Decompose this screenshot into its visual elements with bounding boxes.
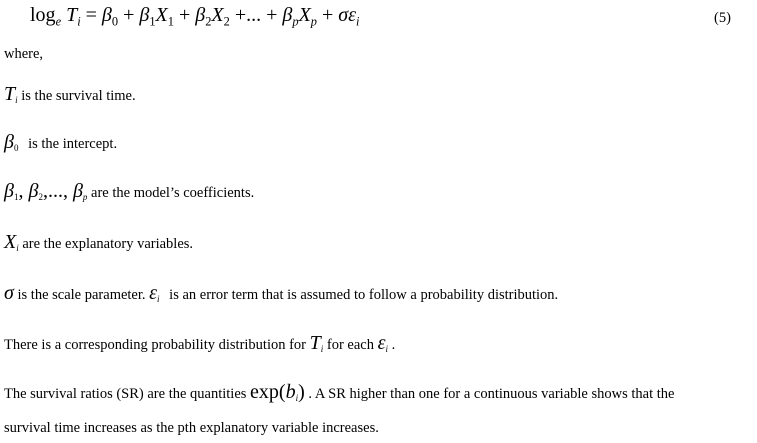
coef-beta1: β (4, 180, 14, 202)
eq-lhs-var: T (66, 4, 78, 26)
sr-close: ) (298, 381, 305, 403)
eq-betap: β (282, 4, 293, 26)
eq-x1: X (155, 4, 168, 26)
log-operator: log (30, 4, 56, 26)
t-text: is the survival time. (17, 88, 136, 104)
def-explanatory (4, 231, 193, 254)
corr-eps-symbol: ε (377, 332, 386, 354)
t-symbol: T (4, 83, 16, 105)
eq-epsilon: ε (348, 4, 357, 26)
eq-beta1: β (139, 4, 150, 26)
beta0-text: is the intercept. (24, 136, 118, 152)
survival-ratio-sentence (4, 381, 674, 404)
x-sub: i (16, 243, 19, 254)
corr-text2: for each (323, 337, 378, 353)
eps-text: is an error term that is assumed to follow a probability distribution. (165, 287, 559, 303)
eps-sub: i (157, 294, 160, 305)
log-base: e (55, 14, 62, 29)
corr-text3: . (388, 337, 396, 353)
eq-x2-sub: 2 (223, 14, 230, 29)
eq-beta1-sub: 1 (149, 14, 156, 29)
sr-b: b (285, 381, 296, 403)
def-intercept (4, 131, 117, 154)
eq-sigma: σ (338, 4, 349, 26)
coef-sep2: ,..., (42, 180, 73, 202)
eq-x1-sub: 1 (167, 14, 174, 29)
x-text: are the explanatory variables. (18, 236, 194, 252)
sr-text2: . A SR higher than one for a continuous variable shows that the (304, 386, 675, 402)
eq-beta2: β (195, 4, 206, 26)
eq-beta0: β (101, 4, 112, 26)
sr-text1: The survival ratios (SR) are the quantities (4, 386, 251, 402)
survival-ratio-line2: survival time increases as the pth explanatory variable increases. (4, 420, 379, 436)
corr-t-sub: i (320, 344, 324, 355)
eq-plus-3: + (234, 4, 247, 26)
eq-plus-5: + (322, 4, 334, 26)
coef-sep1: , (18, 180, 29, 202)
eq-plus-1: + (123, 4, 135, 26)
equation-number: (5) (714, 10, 731, 26)
beta0-symbol: β (4, 131, 14, 153)
coef-betap-sub: p (82, 192, 88, 203)
x-symbol: X (4, 231, 17, 253)
coef-beta1-sub: 1 (13, 192, 19, 203)
sr-exp: exp( (250, 381, 286, 403)
coef-beta2-sub: 2 (38, 192, 43, 203)
eq-plus-4: + (266, 4, 278, 26)
def-survival-time (4, 83, 136, 106)
beta0-sub: 0 (13, 143, 19, 154)
sr-b-sub: i (295, 393, 299, 404)
eq-equals: = (85, 4, 97, 26)
eq-xp: X (298, 4, 311, 26)
coef-beta2: β (28, 180, 39, 202)
corr-t-symbol: T (309, 332, 321, 354)
eq-xp-sub: p (310, 14, 317, 29)
corr-text1: There is a corresponding probability distribution for (4, 337, 310, 353)
sigma-text: is the scale parameter. (13, 287, 150, 303)
sigma-symbol: σ (4, 282, 14, 304)
eq-lhs-sub: i (77, 14, 81, 29)
corr-eps-sub: i (385, 344, 388, 355)
eq-beta2-sub: 2 (205, 14, 212, 29)
t-sub: i (15, 95, 18, 106)
def-coefficients (4, 180, 254, 203)
eps-symbol: ε (149, 282, 158, 304)
def-scale-error (4, 282, 558, 305)
eq-epsilon-sub: i (356, 14, 360, 29)
equation (30, 4, 360, 27)
where-text: where, (4, 46, 44, 62)
eq-x2: X (211, 4, 224, 26)
coef-betap: β (72, 180, 83, 202)
eq-plus-2: + (178, 4, 191, 26)
corresponding-sentence (4, 332, 395, 355)
coef-text: are the model’s coefficients. (87, 185, 255, 201)
eq-ellipsis: ... (246, 4, 262, 26)
eq-betap-sub: p (292, 14, 299, 29)
eq-beta0-sub: 0 (111, 14, 119, 29)
